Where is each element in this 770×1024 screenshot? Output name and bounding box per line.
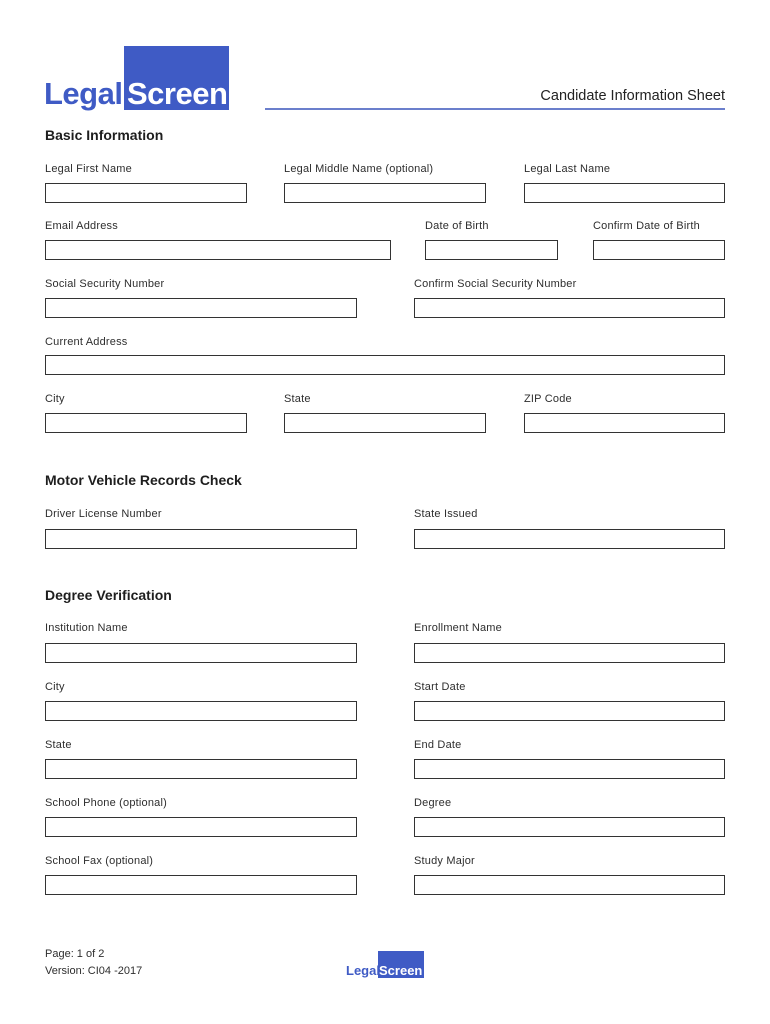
- dob-label: Date of Birth: [425, 220, 489, 232]
- degree-field[interactable]: [414, 817, 725, 837]
- institution-label: Institution Name: [45, 622, 128, 634]
- school-fax-label: School Fax (optional): [45, 855, 154, 867]
- last-name-label: Legal Last Name: [524, 163, 611, 175]
- confirm-dob-label: Confirm Date of Birth: [593, 220, 700, 232]
- start-date-field[interactable]: [414, 701, 725, 721]
- enrollment-field[interactable]: [414, 643, 725, 663]
- study-major-field[interactable]: [414, 875, 725, 895]
- middle-name-label: Legal Middle Name (optional): [284, 163, 434, 175]
- logo-text-screen: Screen: [127, 76, 228, 111]
- state-issued-label: State Issued: [414, 508, 478, 520]
- email-label: Email Address: [45, 220, 118, 232]
- dob-field[interactable]: [425, 240, 558, 260]
- confirm-ssn-label: Confirm Social Security Number: [414, 278, 577, 290]
- ssn-field[interactable]: [45, 298, 357, 318]
- state-label: State: [284, 393, 311, 405]
- section-title-basic: Basic Information: [45, 127, 164, 143]
- footer-logo-text-screen: Screen: [379, 963, 423, 978]
- degree-city-field[interactable]: [45, 701, 357, 721]
- confirm-dob-field[interactable]: [593, 240, 725, 260]
- confirm-ssn-field[interactable]: [414, 298, 725, 318]
- degree-state-label: State: [45, 739, 72, 751]
- version-text: Version: CI04 -2017: [45, 965, 143, 977]
- state-issued-field[interactable]: [414, 529, 725, 549]
- document-title: Candidate Information Sheet: [540, 88, 725, 104]
- city-field[interactable]: [45, 413, 247, 433]
- address-field[interactable]: [45, 355, 725, 375]
- logo-text-legal: Legal: [44, 76, 123, 111]
- footer-logo-text-legal: Legal: [346, 963, 380, 978]
- zip-label: ZIP Code: [524, 393, 572, 405]
- city-label: City: [45, 393, 65, 405]
- enrollment-label: Enrollment Name: [414, 622, 502, 634]
- zip-field[interactable]: [524, 413, 725, 433]
- degree-state-field[interactable]: [45, 759, 357, 779]
- page-number: Page: 1 of 2: [45, 948, 105, 960]
- section-title-degree: Degree Verification: [45, 587, 172, 603]
- license-field[interactable]: [45, 529, 357, 549]
- school-phone-field[interactable]: [45, 817, 357, 837]
- end-date-label: End Date: [414, 739, 462, 751]
- email-field[interactable]: [45, 240, 391, 260]
- end-date-field[interactable]: [414, 759, 725, 779]
- start-date-label: Start Date: [414, 681, 466, 693]
- middle-name-field[interactable]: [284, 183, 486, 203]
- institution-field[interactable]: [45, 643, 357, 663]
- school-phone-label: School Phone (optional): [45, 797, 168, 809]
- last-name-field[interactable]: [524, 183, 725, 203]
- state-field[interactable]: [284, 413, 486, 433]
- section-title-mvr: Motor Vehicle Records Check: [45, 472, 242, 488]
- school-fax-field[interactable]: [45, 875, 357, 895]
- study-major-label: Study Major: [414, 855, 475, 867]
- degree-label: Degree: [414, 797, 452, 809]
- ssn-label: Social Security Number: [45, 278, 165, 290]
- address-label: Current Address: [45, 336, 128, 348]
- header-divider: [265, 108, 725, 110]
- degree-city-label: City: [45, 681, 65, 693]
- first-name-label: Legal First Name: [45, 163, 132, 175]
- license-label: Driver License Number: [45, 508, 162, 520]
- first-name-field[interactable]: [45, 183, 247, 203]
